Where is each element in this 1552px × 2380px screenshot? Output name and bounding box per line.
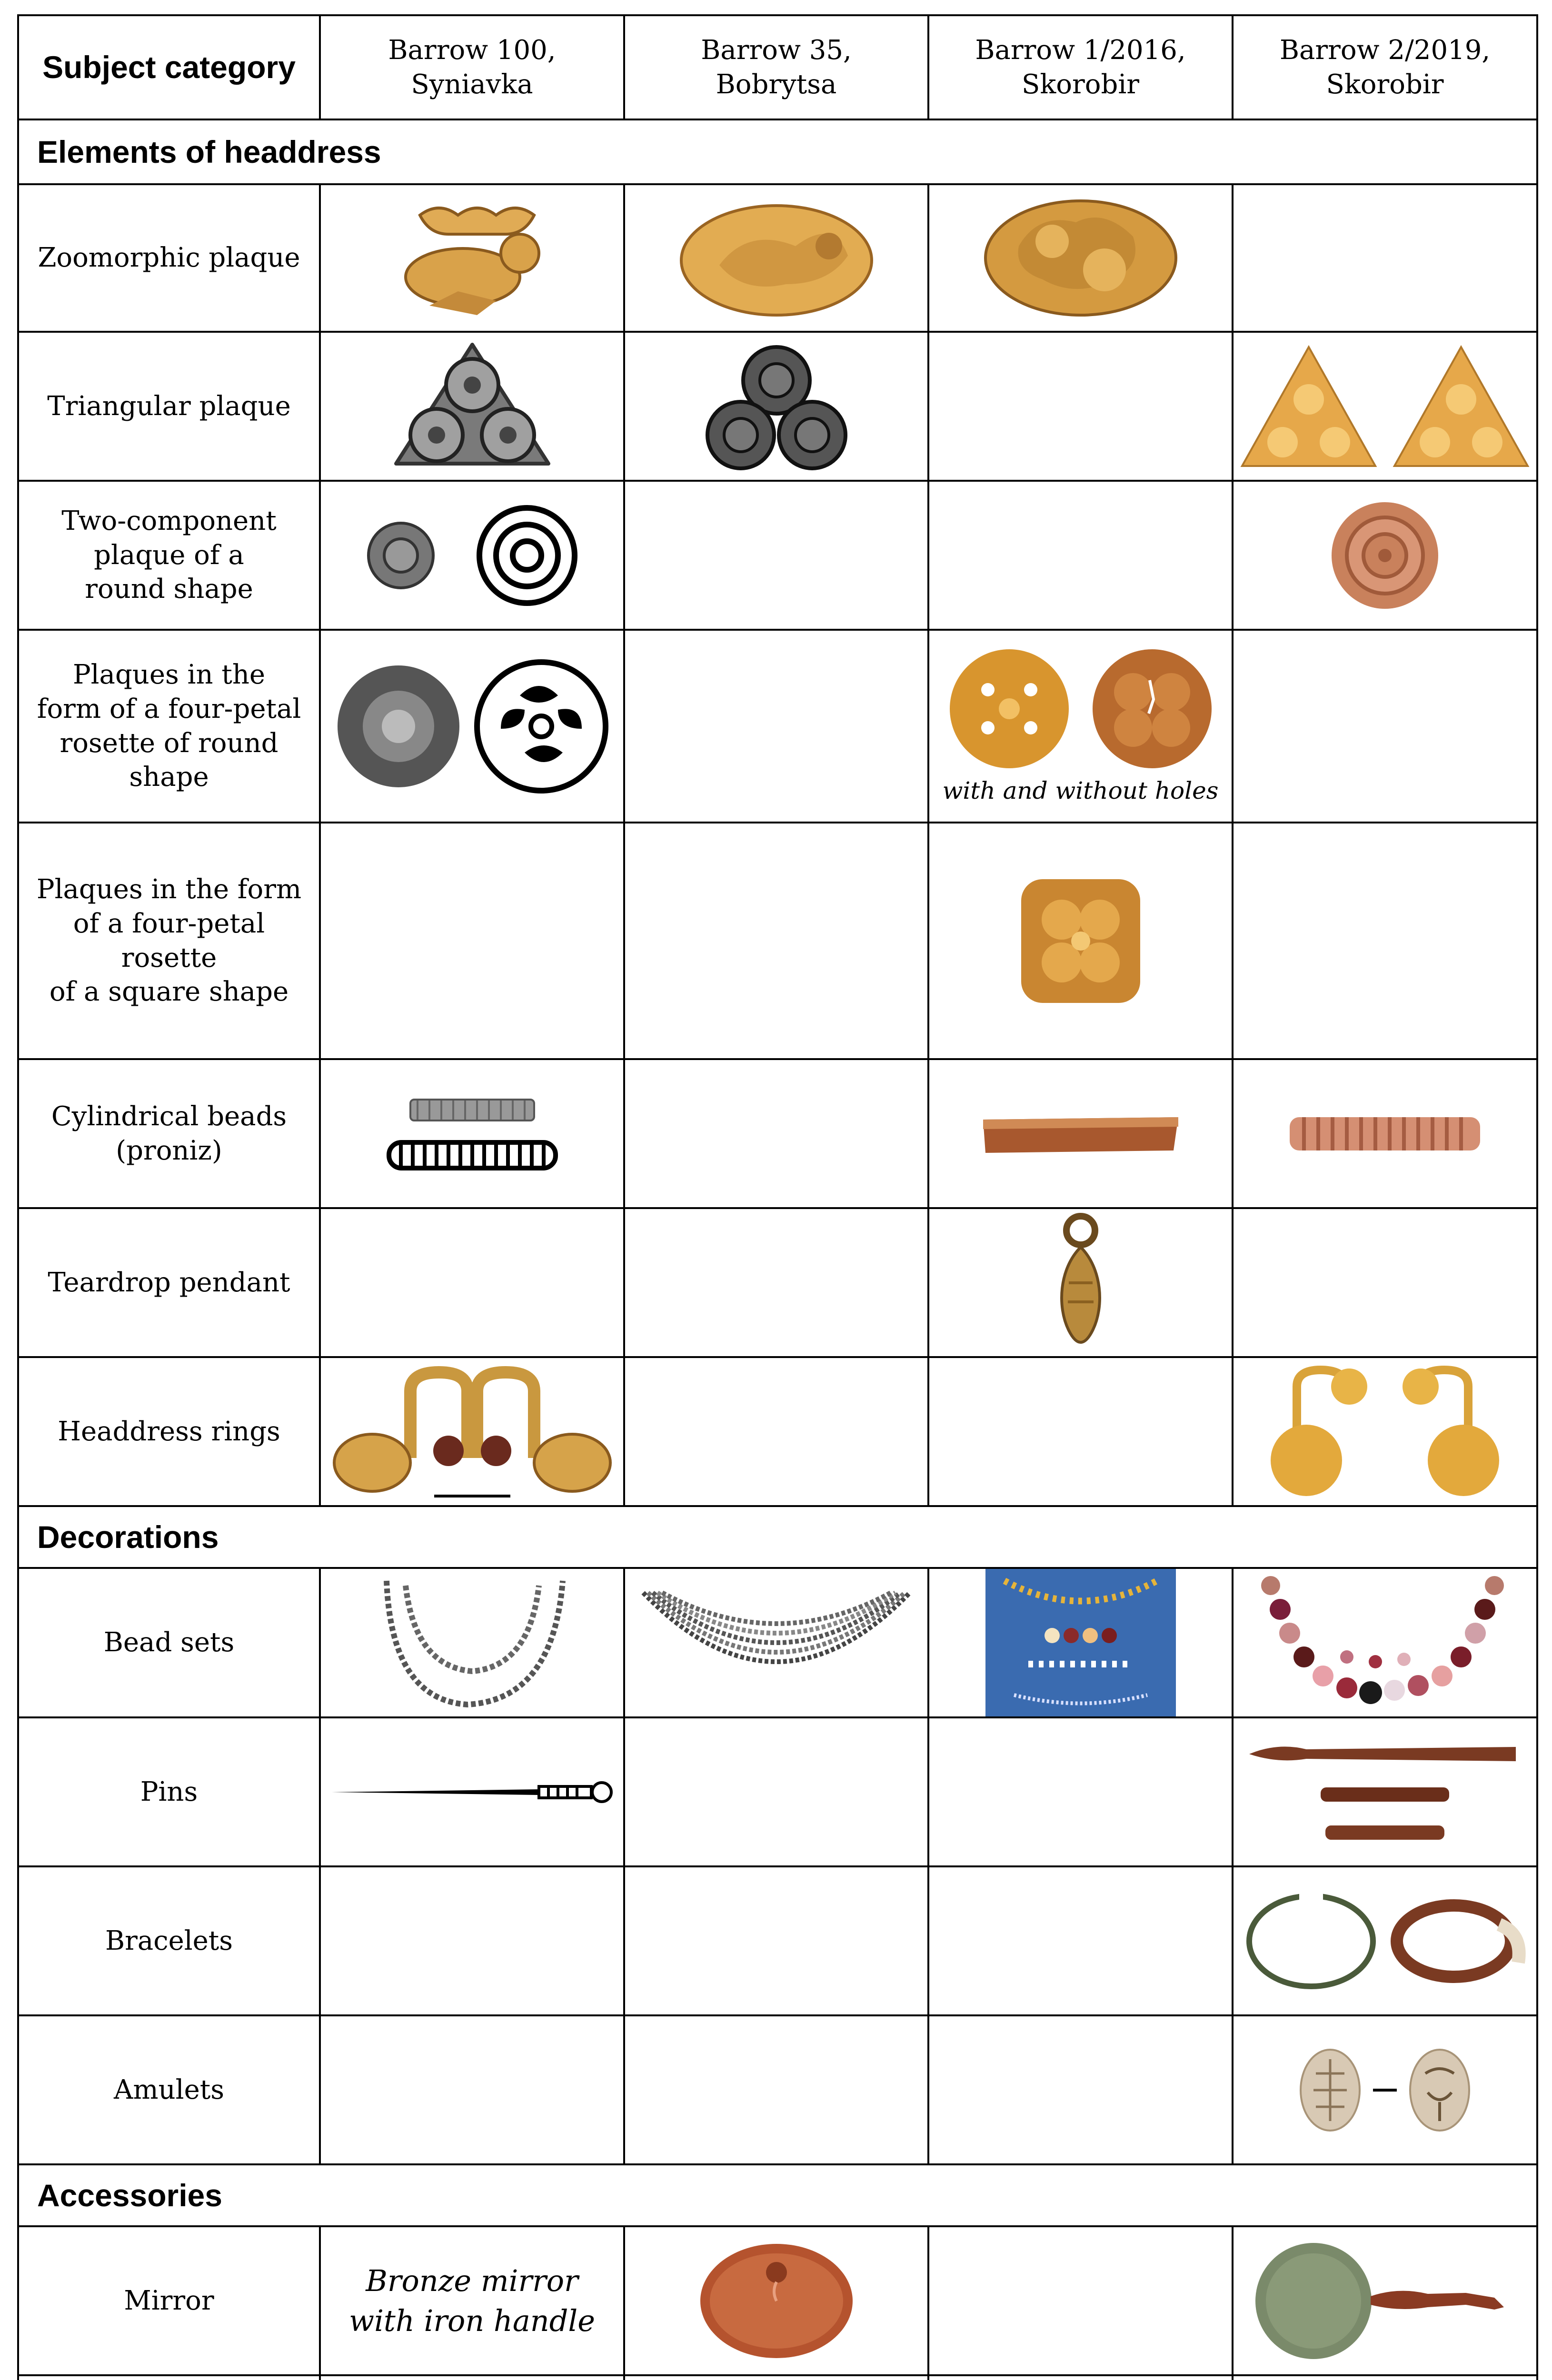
rosette-plaque-drawing (472, 657, 610, 795)
mirror-image (696, 2239, 857, 2363)
section-accessories: Accessories (18, 2164, 1537, 2226)
bead-set-image (638, 1578, 915, 1707)
row-label-zoomorphic-plaque: Zoomorphic plaque (18, 184, 320, 332)
bracelet-image (1242, 1886, 1380, 1996)
row-label-headdress-rings: Headdress rings (18, 1357, 320, 1506)
header-barrow-2-2019-skorobir: Barrow 2/2019, Skorobir (1233, 15, 1537, 119)
row-label-pins: Pins (18, 1717, 320, 1866)
deer-plaque-image (677, 194, 876, 322)
table-row (18, 481, 1537, 630)
table-row (18, 1059, 1537, 1208)
triangular-plaque-image (1390, 342, 1532, 471)
section-row (18, 2164, 1537, 2226)
triangular-plaque-image (696, 340, 857, 473)
table-row (18, 823, 1537, 1059)
bead-set-image (1252, 1571, 1518, 1714)
pin-image (1247, 1740, 1523, 1768)
bead-set-image (985, 1569, 1176, 1716)
row-label-mirror: Mirror (18, 2226, 320, 2375)
amulet-image (1406, 2045, 1473, 2135)
rosette-plaque-image (334, 662, 463, 791)
table-row (18, 332, 1537, 481)
cylindrical-bead-image (978, 1110, 1183, 1158)
rosette-plaque-with-holes-image (945, 647, 1074, 771)
table-row (18, 2375, 1537, 2380)
row-label-rosette-round: Plaques in the form of a four-petal rosette of round shape (18, 630, 320, 823)
header-row (18, 15, 1537, 119)
section-elements-of-headdress: Elements of headdress (18, 119, 1537, 184)
row-label-amulets: Amulets (18, 2015, 320, 2164)
mirror-image (1252, 2239, 1518, 2363)
pin-drawing (329, 1778, 615, 1806)
teardrop-pendant-image (1050, 1211, 1112, 1354)
section-row (18, 1506, 1537, 1568)
table-row (18, 630, 1537, 823)
animal-plaque-image (981, 194, 1181, 322)
finds-table (17, 14, 1538, 2380)
row-label-cylindrical-beads: Cylindrical beads (proniz) (18, 1059, 320, 1208)
row-label-two-component-plaque: Two-component plaque of a round shape (18, 481, 320, 630)
square-rosette-plaque-image (1016, 874, 1145, 1008)
table-row (18, 1357, 1537, 1506)
table-row (18, 1208, 1537, 1357)
round-plaque-image (365, 520, 437, 591)
bead-set-image (372, 1571, 572, 1714)
round-plaque-image (1328, 498, 1442, 613)
table-row (18, 1568, 1537, 1717)
pin-image (1318, 1783, 1452, 1806)
row-label-bracelets: Bracelets (18, 1866, 320, 2015)
table-row (18, 1717, 1537, 1866)
header-subject-category: Subject category (18, 15, 320, 119)
table-row (18, 184, 1537, 332)
cylindrical-bead-drawing (387, 1139, 558, 1172)
triangular-plaque-image (391, 340, 553, 473)
cylindrical-bead-image (1285, 1110, 1485, 1158)
deer-plaque-image (391, 196, 553, 320)
table-row (18, 2015, 1537, 2164)
pin-image (1323, 1821, 1447, 1844)
table-row (18, 1866, 1537, 2015)
row-label-rosette-square: Plaques in the form of a four-petal rosette of a square shape (18, 823, 320, 1059)
cylindrical-bead-image (408, 1096, 537, 1124)
header-barrow-1-2016-skorobir: Barrow 1/2016, Skorobir (928, 15, 1233, 119)
row-label-teardrop-pendant: Teardrop pendant (18, 1208, 320, 1357)
table-row (18, 2226, 1537, 2375)
headdress-ring-image (1387, 1363, 1516, 1501)
headdress-rings-image (329, 1363, 615, 1501)
section-row (18, 119, 1537, 184)
row-label-leather-handbag (18, 2375, 320, 2380)
headdress-ring-image (1254, 1363, 1383, 1501)
row-label-triangular-plaque: Triangular plaque (18, 332, 320, 481)
header-barrow-100-syniavka: Barrow 100, Syniavka (320, 15, 624, 119)
bracelet-image (1390, 1891, 1528, 1991)
round-plaque-drawing (475, 503, 579, 608)
section-decorations: Decorations (18, 1506, 1537, 1568)
rosette-plaque-without-holes-image (1088, 647, 1216, 771)
triangular-plaque-image (1237, 342, 1380, 471)
row-label-bead-sets: Bead sets (18, 1568, 320, 1717)
header-barrow-35-bobrytsa: Barrow 35, Bobrytsa (624, 15, 928, 119)
amulet-image (1297, 2045, 1363, 2135)
note-bronze-mirror: Bronze mirror with iron handle (320, 2226, 624, 2375)
amulet-separator (1373, 2088, 1397, 2092)
note-with-and-without-holes: with and without holes (942, 776, 1219, 804)
